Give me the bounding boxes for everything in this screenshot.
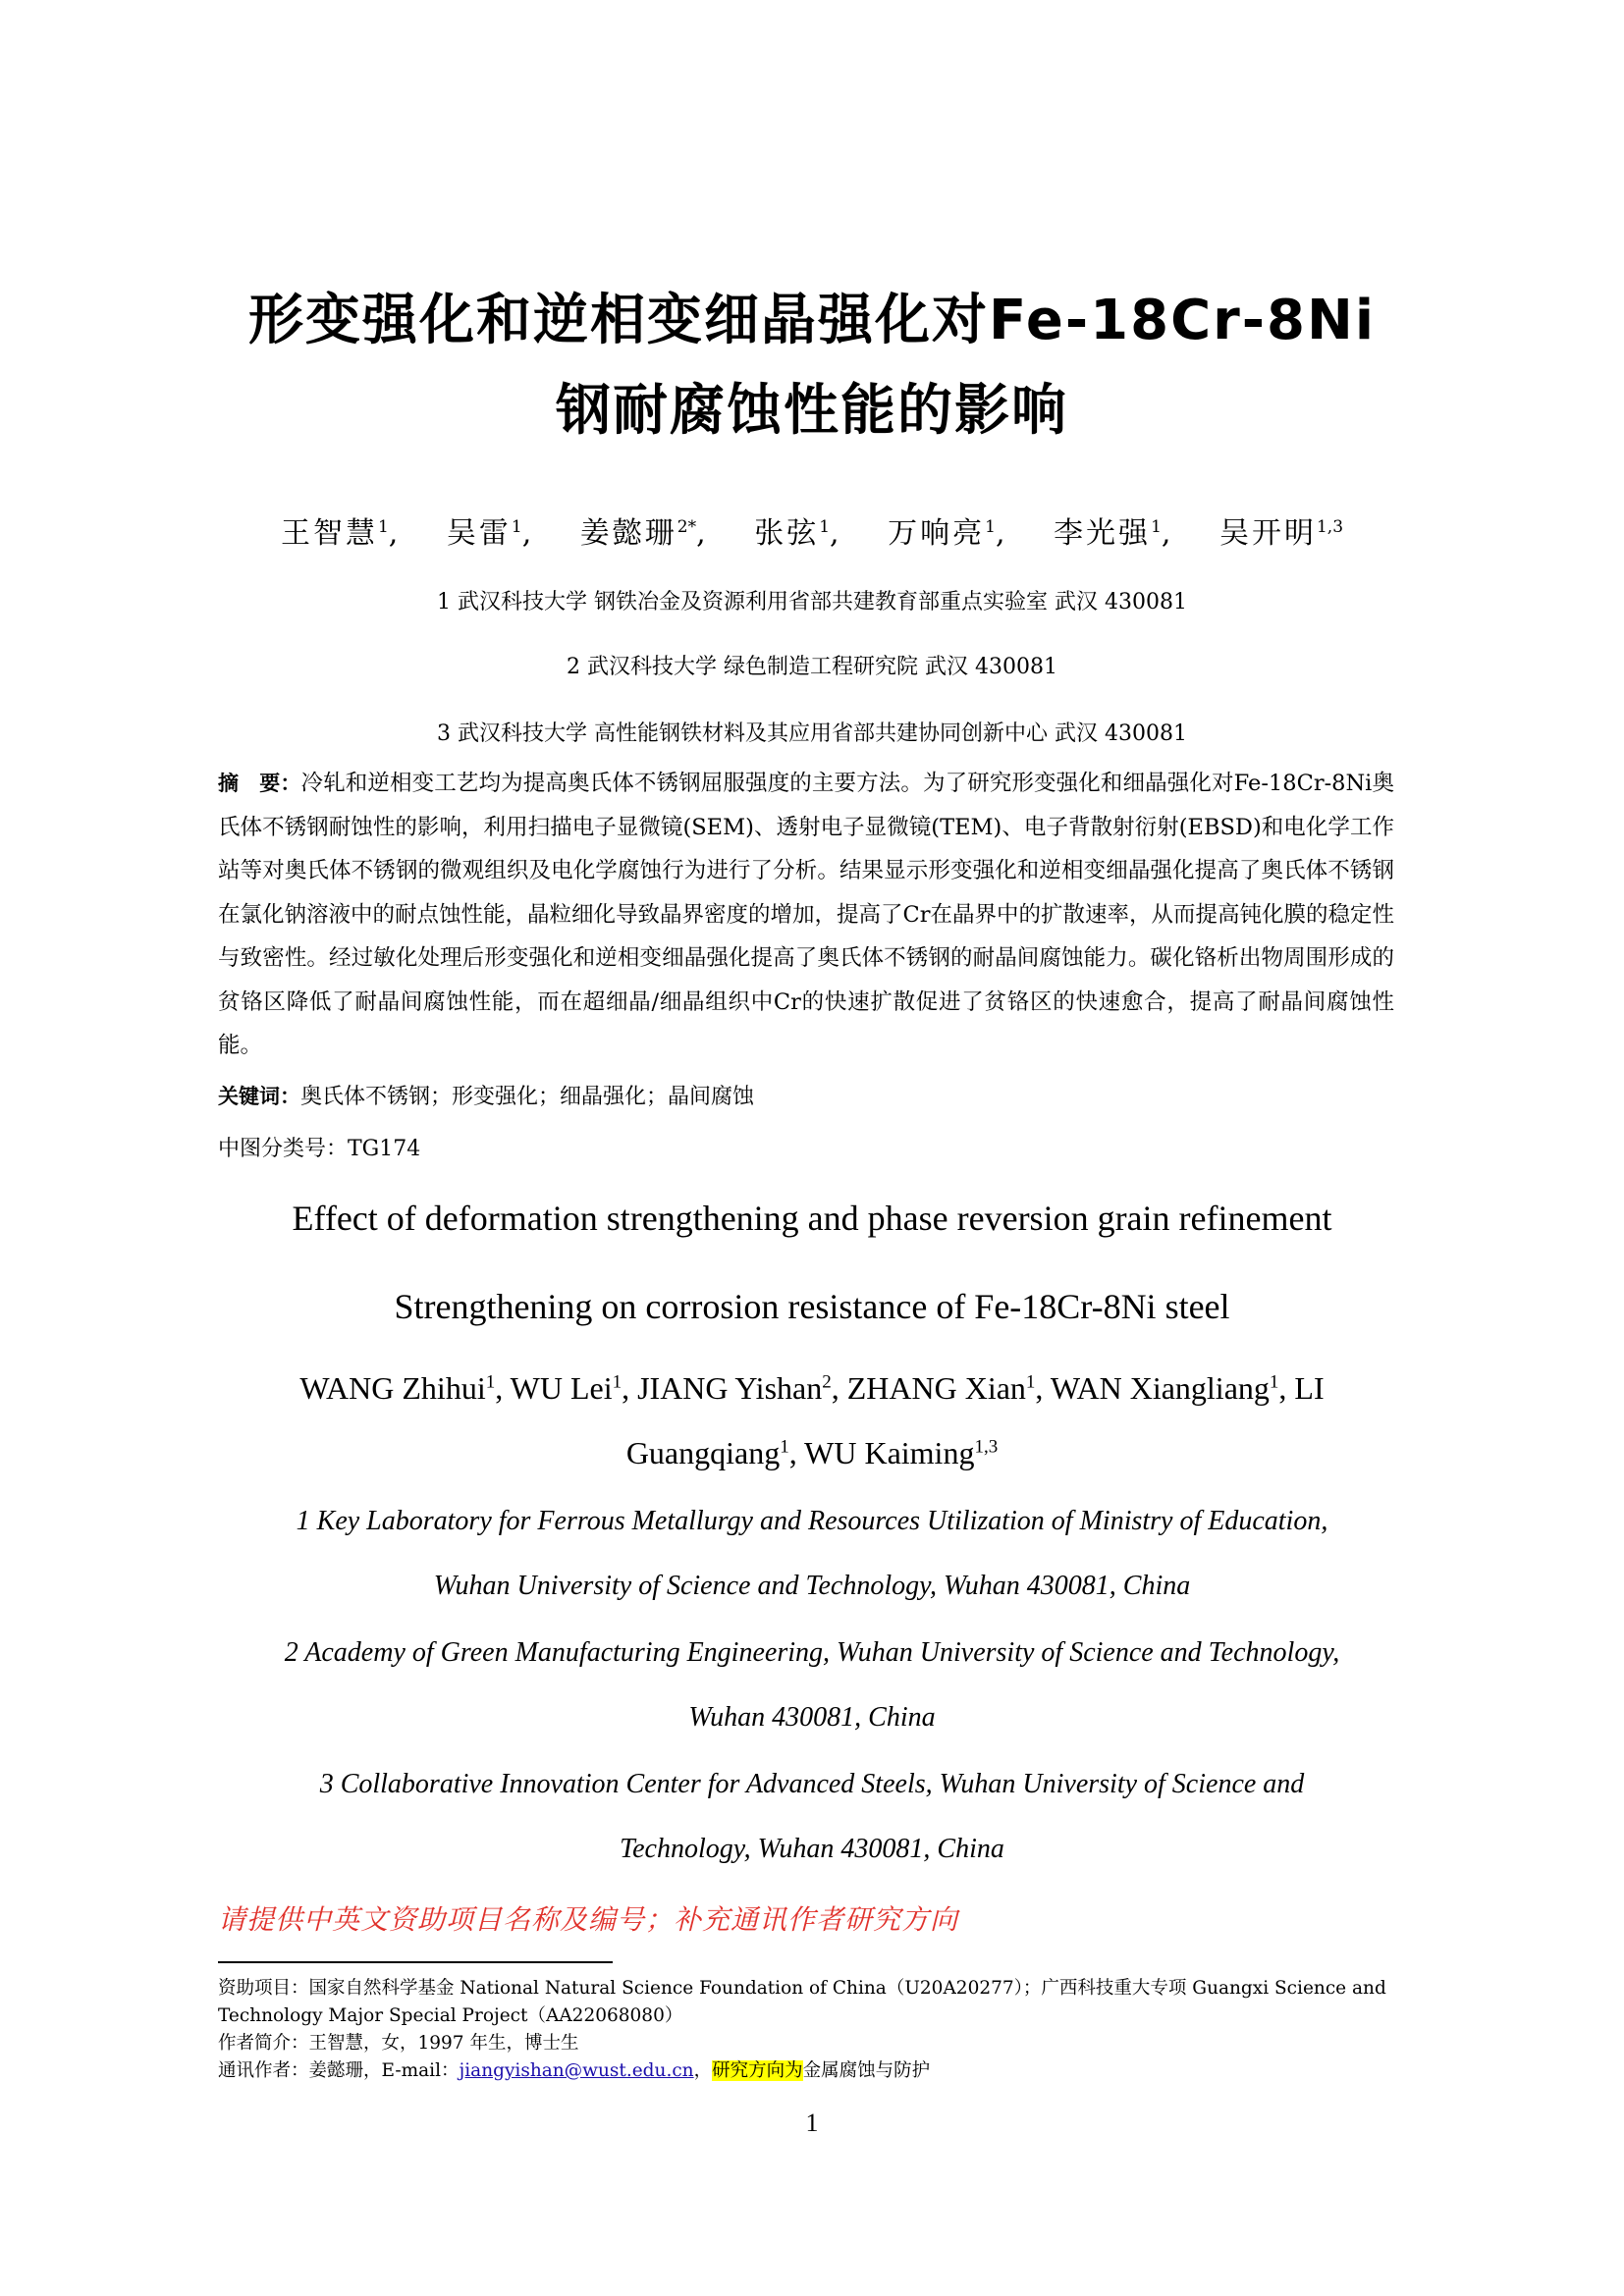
highlighted-text: 研究方向为 — [712, 2060, 803, 2081]
author-affiliation-mark: 1,3 — [974, 1436, 999, 1458]
author-name: 张弦 — [754, 516, 820, 551]
english-title-line-2: Strengthening on corrosion resistance of Fe-18Cr-8Ni steel — [394, 1287, 1230, 1326]
author-separator: , — [831, 1370, 847, 1406]
author-name: Guangqiang — [625, 1435, 781, 1470]
author-name: WAN Xiangliang — [1050, 1370, 1270, 1406]
author-separator: , — [622, 1370, 638, 1406]
author-separator: , — [1035, 1370, 1051, 1406]
abstract-label: 摘 要： — [218, 772, 301, 795]
keywords — [218, 1080, 754, 1110]
corresponding-prefix: 通讯作者：姜懿珊，E-mail： — [218, 2060, 460, 2081]
english-author-list-line-2 — [177, 1435, 1447, 1471]
english-affiliation-1-line-2: Wuhan University of Science and Technology, Wuhan 430081, China — [433, 1571, 1191, 1601]
footnote-divider — [218, 1961, 613, 1963]
chinese-title-line-2: 钢耐腐蚀性能的影响 — [556, 379, 1068, 443]
author-affiliation-mark: 1 — [780, 1436, 789, 1458]
author-affiliation-mark: 1 — [1269, 1371, 1279, 1393]
author-name: 吴开明 — [1218, 516, 1317, 551]
research-direction: 金属腐蚀与防护 — [802, 2060, 931, 2081]
author-affiliation-mark: 1,3 — [1316, 517, 1344, 537]
keywords-text: 奥氏体不锈钢；形变强化；细晶强化；晶间腐蚀 — [300, 1085, 755, 1109]
author-name: 万响亮 — [888, 516, 986, 551]
author-affiliation-mark: 1 — [819, 517, 831, 537]
author-separator: , — [495, 1370, 511, 1406]
author-name: ZHANG Xian — [846, 1370, 1026, 1406]
abstract — [218, 762, 1394, 1068]
chinese-title-line-1: 形变强化和逆相变细晶强化对Fe-18Cr-8Ni — [247, 289, 1377, 352]
author-separator: , LI — [1278, 1370, 1325, 1406]
classification-code: 中图分类号：TG174 — [218, 1137, 421, 1161]
author-affiliation-mark: 1 — [985, 517, 996, 537]
author-affiliation-mark: 1 — [1151, 517, 1162, 537]
author-affiliation-mark: 1 — [377, 517, 389, 537]
english-affiliation-3-line-2: Technology, Wuhan 430081, China — [620, 1834, 1004, 1864]
author-name: 姜懿珊 — [579, 516, 677, 551]
author-affiliation-mark: 2* — [677, 517, 697, 537]
author-affiliation-mark: 1 — [612, 1371, 623, 1393]
author-name: 李光强 — [1054, 516, 1152, 551]
author-name: 吴雷 — [446, 516, 512, 551]
author-name: WANG Zhihui — [299, 1370, 486, 1406]
author-intro-footnote: 作者简介：王智慧，女，1997 年生，博士生 — [218, 2033, 579, 2054]
keywords-label: 关键词： — [218, 1085, 300, 1108]
email-link[interactable]: jiangyishan@wust.edu.cn — [459, 2060, 694, 2081]
author-affiliation-mark: 2 — [822, 1371, 832, 1393]
funding-footnote: 资助项目：国家自然科学基金 National Natural Science Foundation of China（U20A20277）；广西科技重大专项 Guangxi Science and Technology Major Special Project（AA22068080） — [218, 1978, 1386, 2026]
abstract-text: 冷轧和逆相变工艺均为提高奥氏体不锈钢屈服强度的主要方法。为了研究形变强化和细晶强化对Fe-18Cr-8Ni奥氏体不锈钢耐蚀性的影响，利用扫描电子显微镜(SEM)、透射电子显微镜(TEM)、电子背散射衍射(EBSD)和电化学工作站等对奥氏体不锈钢的微观组织及电化学腐蚀行为进行了分析。结果显示形变强化和逆相变细晶强化提高了奥氏体不锈钢在氯化钠溶液中的耐点蚀性能，晶粒细化导致晶界密度的增加，提高了Cr在晶界中的扩散速率，从而提高钝化膜的稳定性与致密性。经过敏化处理后形变强化和逆相变细晶强化提高了奥氏体不锈钢的耐晶间腐蚀能力。碳化铬析出物周围形成的贫铬区降低了耐晶间腐蚀性能，而在超细晶/细晶组织中Cr的快速扩散促进了贫铬区的快速愈合，提高了耐晶间腐蚀性能。 — [218, 771, 1394, 1058]
author-affiliation-mark: 1 — [1025, 1371, 1036, 1393]
author-name: WU Kaiming — [804, 1435, 975, 1470]
english-affiliation-2-line-2: Wuhan 430081, China — [688, 1702, 936, 1733]
author-affiliation-mark: 1 — [485, 1371, 496, 1393]
author-name: WU Lei — [510, 1370, 613, 1406]
editor-note: 请提供中英文资助项目名称及编号；补充通讯作者研究方向 — [218, 1903, 959, 1936]
english-affiliation-2-line-1: 2 Academy of Green Manufacturing Engineering, Wuhan University of Science and Technology, — [284, 1637, 1340, 1668]
chinese-affiliation-3: 3 武汉科技大学 高性能钢铁材料及其应用省部共建协同创新中心 武汉 430081 — [437, 721, 1187, 746]
chinese-affiliation-2: 2 武汉科技大学 绿色制造工程研究院 武汉 430081 — [567, 655, 1057, 679]
english-title-line-1: Effect of deformation strengthening and phase reversion grain refinement — [292, 1199, 1332, 1238]
author-name: JIANG Yishan — [637, 1370, 823, 1406]
english-affiliation-1-line-1: 1 Key Laboratory for Ferrous Metallurgy and Resources Utilization of Ministry of Education, — [296, 1506, 1328, 1536]
author-name: 王智慧 — [280, 516, 378, 551]
page-number: 1 — [805, 2109, 819, 2137]
english-affiliation-3-line-1: 3 Collaborative Innovation Center for Advanced Steels, Wuhan University of Science and — [319, 1769, 1305, 1799]
author-affiliation-mark: 1 — [511, 517, 522, 537]
corresponding-comma: ， — [693, 2060, 713, 2081]
chinese-affiliation-1: 1 武汉科技大学 钢铁冶金及资源利用省部共建教育部重点实验室 武汉 430081 — [437, 590, 1187, 614]
author-separator: , — [788, 1435, 805, 1470]
chinese-author-list: 王智慧$^1$, 吴雷$^1$, 姜懿珊$^{2*}$, 张弦$^1$, 万响亮$^1$, 李光强$^1$, 吴开明$^{1,3}$ — [280, 516, 1344, 551]
english-author-list-line-1 — [177, 1370, 1447, 1407]
corresponding-author-footnote — [218, 2057, 1406, 2085]
